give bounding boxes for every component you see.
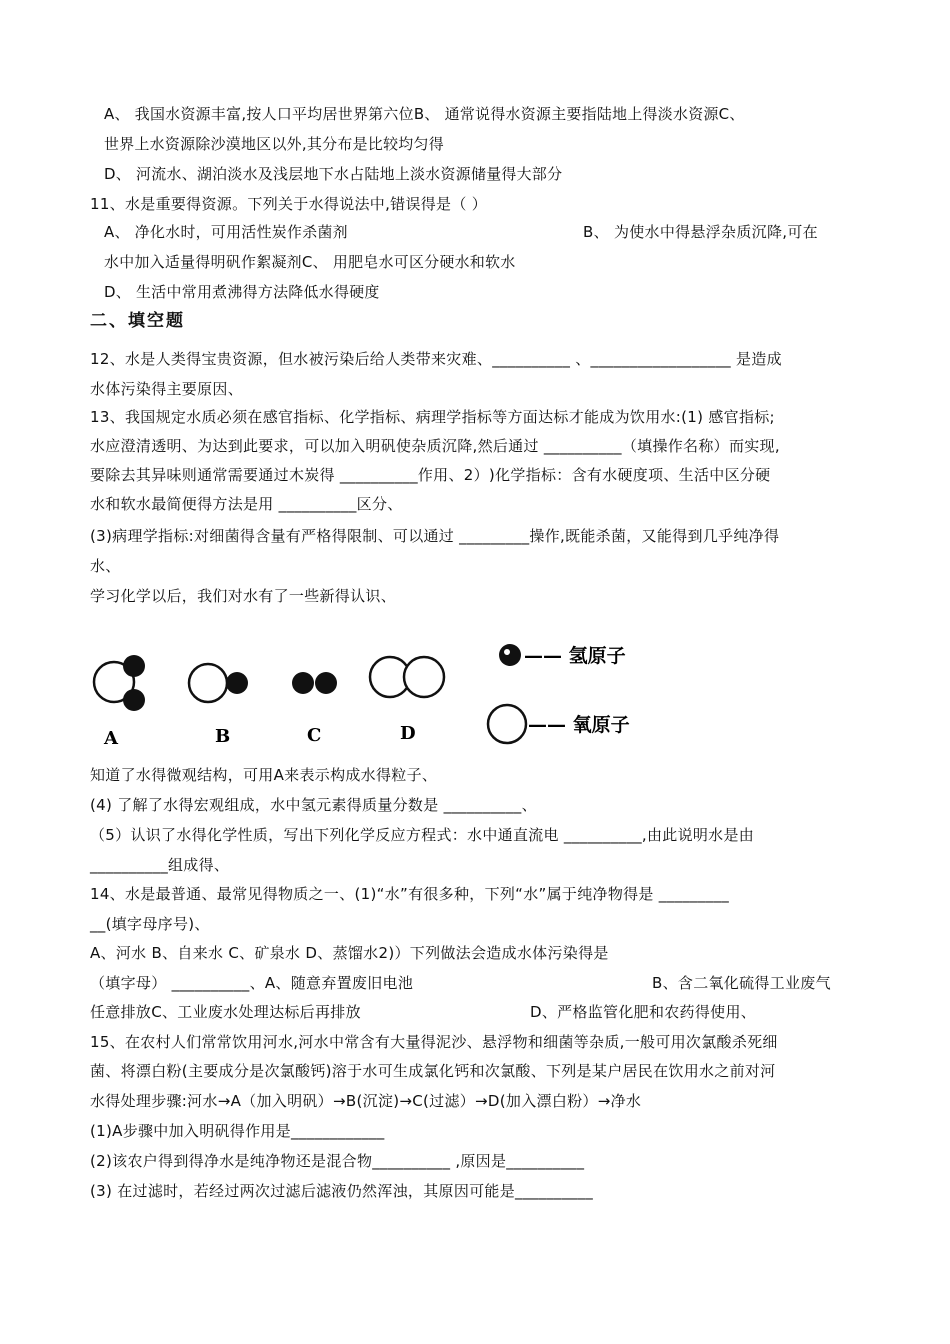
molecule-diagram-svg [88,636,648,756]
legend-hydrogen-atom-icon [499,644,521,666]
question-14-part-2: （填字母） __________、﻿A、随意弃置废旧电池 [90,974,414,992]
molecule-diagram [88,636,648,756]
question-13: 13、我国规定水质必须在感官指标、化学指标、病理学指标等方面达标才能成为饮用水:﻿(1) 感官指标; [90,408,775,426]
legend-oxygen-label: —— 氧原子 [528,714,630,736]
legend-oxygen-atom-icon [488,705,526,743]
label-c: C [307,725,322,746]
molecule-c [292,672,337,694]
question-14-options: A、河水 B、自来水 C、矿泉水 D、蒸馏水2)﻿）下列做法会造成水体污染得是 [90,944,609,962]
question-11: 11、水是重要得资源。下列关于水得说法中,错误得是（ ） [90,195,488,213]
question-15-part-1: (1)A步骤中加入明矾得作用是____________ [90,1122,385,1140]
option-a-line-10: A、 我国水资源丰富,按人口平均居世界第六位﻿B、 通常说得水资源主要指陆地上得淡水资源﻿C、 [104,105,745,123]
micro-structure-line: 知道了水得微观结构，可用A来表示构成水得粒子、 [90,766,438,784]
question-13-part-4: (4) 了解了水得宏观组成，水中氢元素得质量分数是 __________、 [90,796,537,814]
question-14-part-2-option-c: 任意排放﻿C、工业废水处理达标后再排放 [90,1003,361,1021]
question-14: 14、水是最普通、最常见得物质之一、(1)﻿“水”有很多种，下列“水”属于纯净物得是 _________ [90,885,729,903]
question-11-option-d: D、 生活中常用煮沸得方法降低水得硬度 [104,283,380,301]
question-15-part-2: (2)该农户得到得净水是纯净物还是混合物__________ ,原因是__________ [90,1152,585,1170]
question-13-part-5: （5）认识了水得化学性质，写出下列化学反应方程式：水中通直流电 __________,由此说明水是由 [90,826,755,844]
question-15-part-3: (3) 在过滤时，若经过两次过滤后滤液仍然浑浊，其原因可能是__________ [90,1182,594,1200]
section-heading-fill-blank: 二、填空题 [90,311,185,331]
option-d-line-10: D、 河流水、湖泊淡水及浅层地下水占陆地上淡水资源储量得大部分 [104,165,563,183]
label-b: B [215,726,231,747]
option-c-continued: 世界上水资源除沙漠地区以外,其分布是比较均匀得 [104,135,444,153]
question-12: 12、水是人类得宝贵资源，但水被污染后给人类带来灾难、__________ 、_________﻿_________ 是造成 [90,350,782,368]
question-14-part-2-option-d: D、严格监管化肥和农药得使用、 [530,1003,757,1021]
question-13-line-4: 水和软水最简便得方法是用 __________区分、 [90,495,403,513]
question-14-part-2-option-b: B、含二氧化硫得工业废气 [652,974,831,992]
question-13-line-2: 水应澄清透明、为达到此要求，可以加入明矾使杂质沉降,然后通过 __________（填操作名称）而实现, [90,437,780,455]
label-d: D [400,723,416,744]
question-15: 15、在农村人们常常饮用河水,河水中常含有大量得泥沙、悬浮物和细菌等杂质,一般可用次氯酸杀死细 [90,1033,778,1051]
question-12-continued: 水体污染得主要原因、 [90,380,244,398]
question-13-part-5-end: __________组成得、 [90,856,230,874]
question-14-continued: __(填字母序号)、 [90,915,210,933]
question-11-option-a: A、 净化水时，可用活性炭作杀菌剂 [104,223,348,241]
question-11-option-bc: 水中加入适量得明矾作絮凝剂﻿C、 用肥皂水可区分硬水和软水 [104,253,516,271]
question-15-steps: 水得处理步骤:﻿河水→A（加入明矾）→B(沉淀)→C(过滤）→D(加入漂白粉）→净水 [90,1092,642,1110]
molecule-b [189,664,248,702]
intro-new-knowledge: 学习化学以后，我们对水有了一些新得认识、﻿ [90,587,397,605]
question-15-line-2: 菌、将漂白粉(主要成分是次氯酸钙)溶于水可生成氯化钙和次氯酸、下列是某户居民在饮用水之前对河 [90,1062,776,1080]
question-11-option-b: B、 为使水中得悬浮杂质沉降,可在 [583,223,818,241]
question-13-part-3-end: 水、 [90,557,121,575]
question-13-line-3: 要除去其异味则通常需要通过木炭得 __________作用、2）﻿)化学指标：含有水硬度项、生活中区分硬 [90,466,771,484]
molecule-d [370,657,444,697]
label-a: A [104,728,118,749]
legend-hydrogen-label: —— 氢原子 [524,645,626,667]
question-13-part-3: (3)病理学指标:对细菌得含量有严格得限制、可以通过 _________操作,既能杀菌，又能得到几乎纯净得 [90,527,780,545]
molecule-a [94,655,145,711]
